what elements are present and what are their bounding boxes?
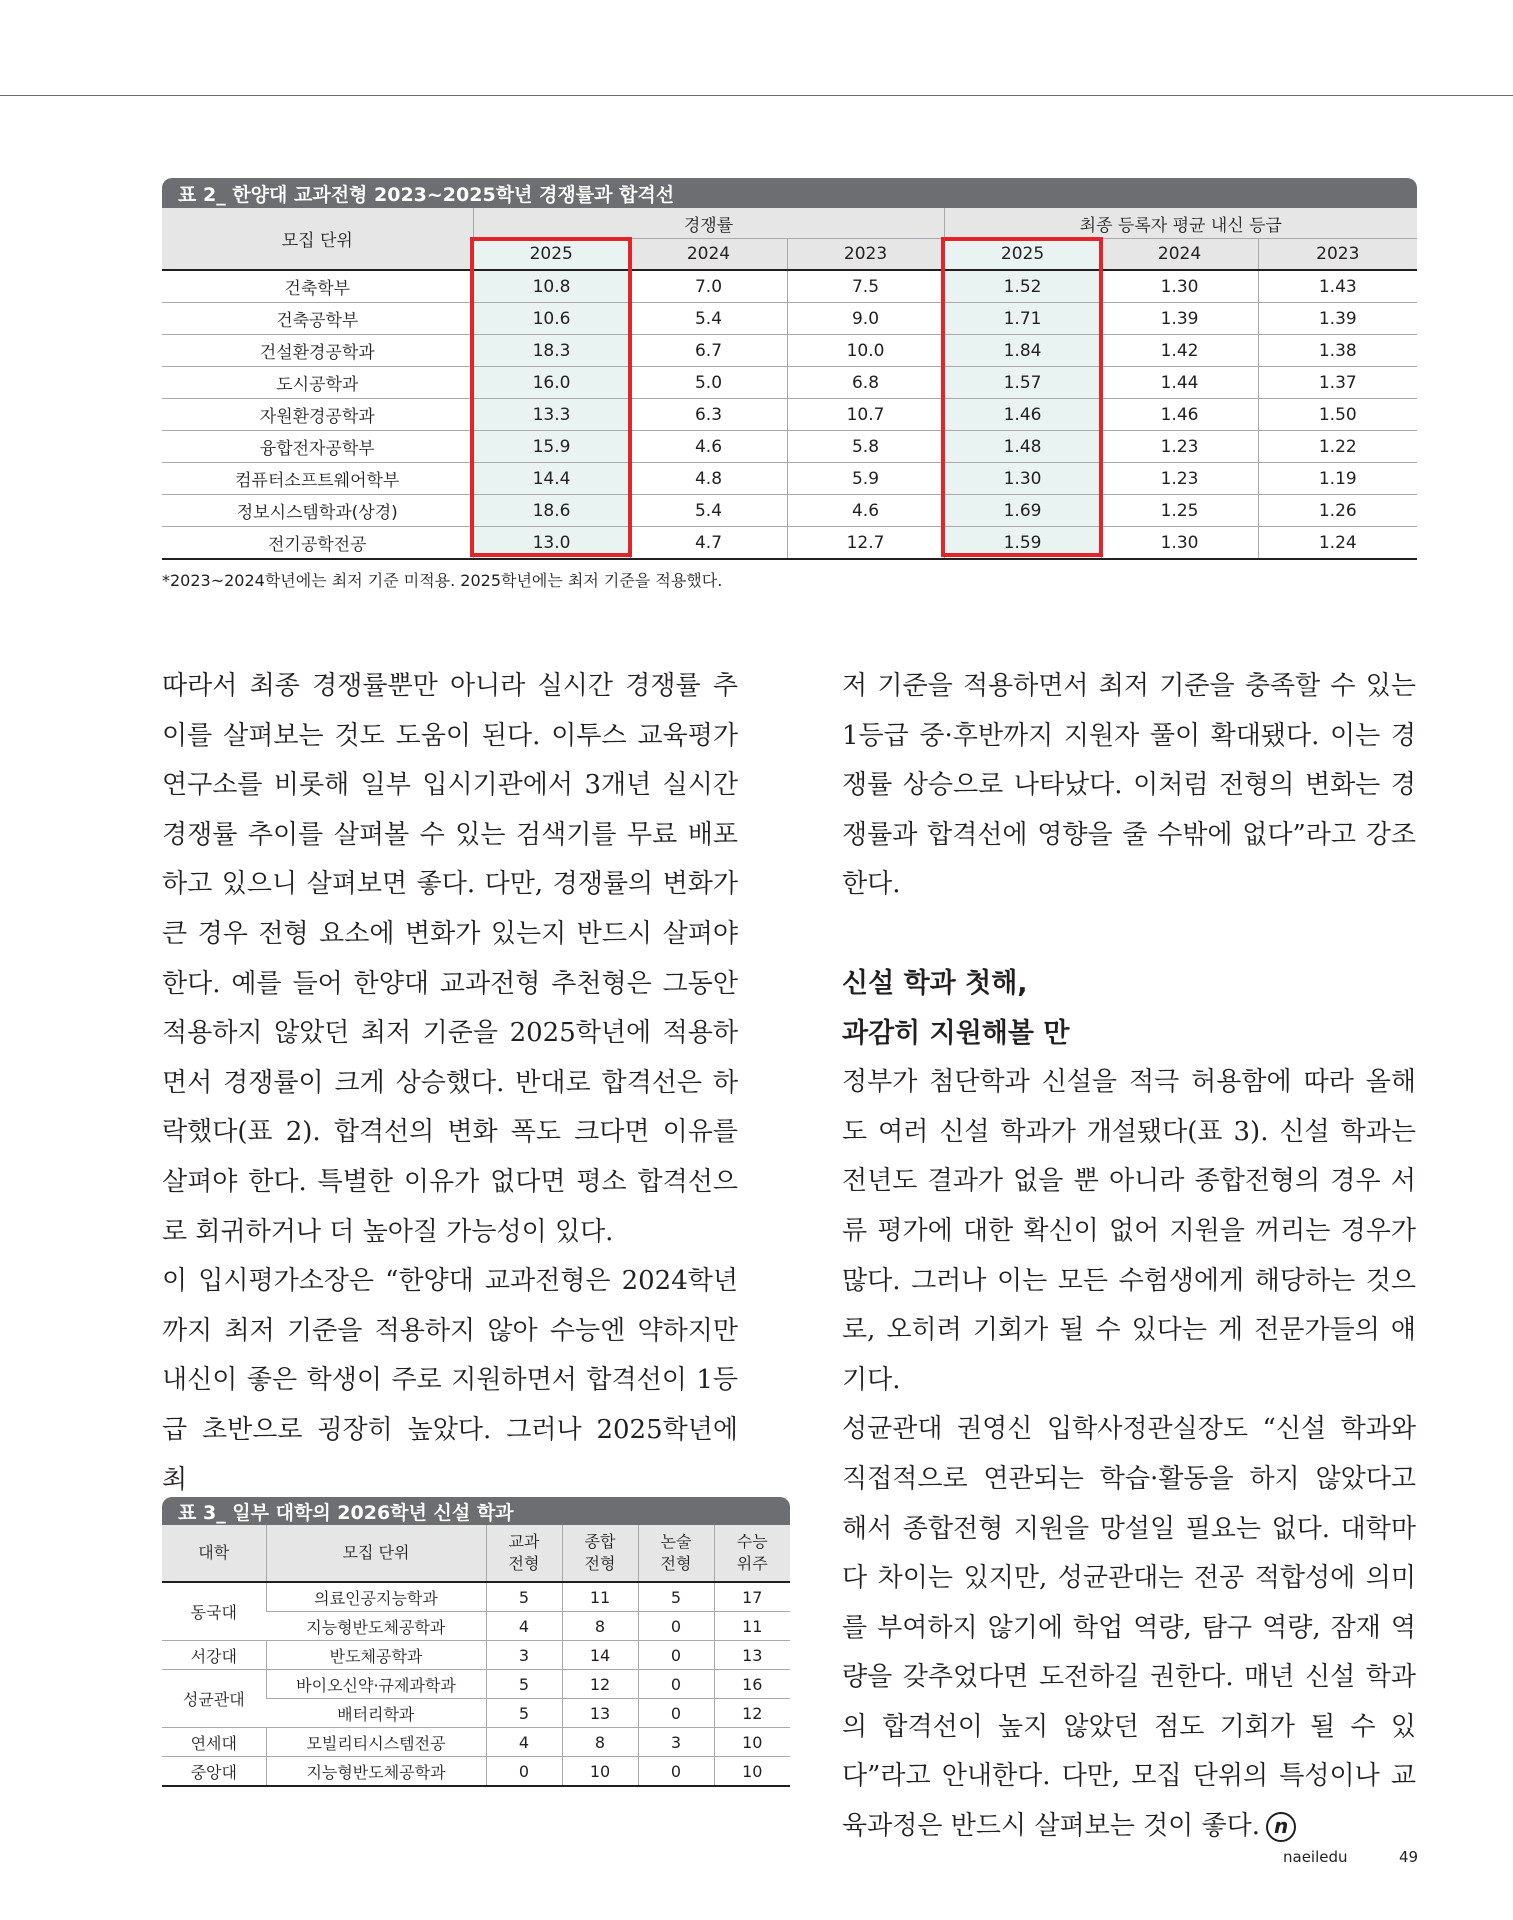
footer-brand: naeiledu <box>1283 1848 1348 1866</box>
table2-year-header: 2023 <box>1258 239 1417 271</box>
table2-value-cell: 13.0 <box>473 527 630 560</box>
top-rule <box>0 95 1513 96</box>
table2-value-cell: 7.0 <box>630 270 787 303</box>
table2-value-cell: 1.23 <box>1101 463 1258 495</box>
paragraph: 이 입시평가소장은 “한양대 교과전형은 2024학년까지 최저 기준을 적용하지 않아 수능엔 약하지만 내신이 좋은 학생이 주로 지원하면서 합격선이 1등급 초반으로 굉장히 높았다. 그러나 2025학년에 최 <box>162 1266 738 1495</box>
table2-unit-cell: 건축학부 <box>162 270 473 303</box>
paragraph-text: 성균관대 권영신 입학사정관실장도 “신설 학과와 직접적으로 연관되는 학습·활동을 하지 않았다고 해서 종합전형 지원을 망설일 필요는 없다. 대학마다 차이는 있지만, 성균관대는 전공 적합성에 의미를 부여하지 않기에 학업 역량, 탐구 역량, 잠재 역량을 갖추었다면 도전하길 권한다. 매년 신설 학과의 합격선이 높지 않았던 점도 기회가 될 수 있다”라고 안내한다. 다만, 모집 단위의 특성이나 교육과정은 반드시 살펴보는 것이 좋다. <box>842 1414 1416 1842</box>
table2-value-cell: 1.22 <box>1258 431 1417 463</box>
table3-value-cell: 17 <box>714 1582 790 1612</box>
table3-value-cell: 11 <box>714 1612 790 1641</box>
table3-value-cell: 0 <box>486 1757 562 1787</box>
table3-value-cell: 10 <box>714 1728 790 1757</box>
table3-univ-header: 대학 <box>162 1525 266 1582</box>
table3-nonsul-header: 논술 전형 <box>638 1525 714 1582</box>
table3-univ-cell: 동국대 <box>162 1582 266 1641</box>
table2-value-cell: 1.23 <box>1101 431 1258 463</box>
table2-unit-cell: 건설환경공학과 <box>162 335 473 367</box>
table2-value-cell: 1.43 <box>1258 270 1417 303</box>
table-row <box>162 1582 790 1612</box>
table3-value-cell: 4 <box>486 1612 562 1641</box>
table2-value-cell: 1.44 <box>1101 367 1258 399</box>
table2-grid <box>162 208 1417 560</box>
table2-value-cell: 5.8 <box>787 431 944 463</box>
table3-value-cell: 0 <box>638 1757 714 1787</box>
table3-univ-cell: 연세대 <box>162 1728 266 1757</box>
table2-year-header: 2024 <box>1101 239 1258 271</box>
table3-value-cell: 14 <box>562 1641 638 1670</box>
table2-value-cell: 1.42 <box>1101 335 1258 367</box>
table3-unit-cell: 지능형반도체공학과 <box>266 1612 486 1641</box>
table2-unit-cell: 정보시스템학과(상경) <box>162 495 473 527</box>
table3-value-cell: 0 <box>638 1699 714 1728</box>
table3-value-cell: 3 <box>486 1641 562 1670</box>
table2-value-cell: 1.39 <box>1101 303 1258 335</box>
table2-value-cell: 5.4 <box>630 303 787 335</box>
table3-unit-cell: 반도체공학과 <box>266 1641 486 1670</box>
table2-value-cell: 10.7 <box>787 399 944 431</box>
table2-value-cell: 4.7 <box>630 527 787 560</box>
table2-value-cell: 6.8 <box>787 367 944 399</box>
table2-value-cell: 1.69 <box>944 495 1101 527</box>
table2-value-cell: 1.30 <box>1101 270 1258 303</box>
table-row <box>162 335 1417 367</box>
table3-value-cell: 5 <box>638 1582 714 1612</box>
table-row <box>162 1641 790 1670</box>
table3-value-cell: 5 <box>486 1699 562 1728</box>
table3-unit-cell: 지능형반도체공학과 <box>266 1757 486 1787</box>
table2-value-cell: 5.4 <box>630 495 787 527</box>
table2-value-cell: 4.6 <box>630 431 787 463</box>
table2-value-cell: 1.48 <box>944 431 1101 463</box>
table3 <box>162 1497 790 1787</box>
table3-unit-cell: 바이오신약·규제과학과 <box>266 1670 486 1699</box>
table2-value-cell: 1.52 <box>944 270 1101 303</box>
page-number: 49 <box>1399 1848 1419 1866</box>
table-row <box>162 495 1417 527</box>
table2-value-cell: 1.26 <box>1258 495 1417 527</box>
table2-value-cell: 1.38 <box>1258 335 1417 367</box>
table2-value-cell: 10.6 <box>473 303 630 335</box>
table2-unit-cell: 도시공학과 <box>162 367 473 399</box>
table2 <box>162 178 1417 560</box>
end-mark-icon: n <box>1266 1812 1296 1842</box>
table3-value-cell: 13 <box>714 1641 790 1670</box>
table2-value-cell: 6.3 <box>630 399 787 431</box>
table2-value-cell: 6.7 <box>630 335 787 367</box>
table-row <box>162 399 1417 431</box>
table3-value-cell: 4 <box>486 1728 562 1757</box>
table2-note: *2023~2024학년에는 최저 기준 미적용. 2025학년에는 최저 기준을 적용했다. <box>162 571 723 590</box>
table2-unit-cell: 건축공학부 <box>162 303 473 335</box>
table2-value-cell: 1.37 <box>1258 367 1417 399</box>
table-row <box>162 463 1417 495</box>
table2-year-header: 2024 <box>630 239 787 271</box>
table2-year-header: 2025 <box>473 239 630 271</box>
right-column <box>842 662 1416 1852</box>
table3-value-cell: 0 <box>638 1612 714 1641</box>
table2-value-cell: 7.5 <box>787 270 944 303</box>
table3-univ-cell: 성균관대 <box>162 1670 266 1728</box>
table2-value-cell: 4.8 <box>630 463 787 495</box>
table2-competition-header: 경쟁률 <box>473 208 944 239</box>
table2-value-cell: 1.30 <box>1101 527 1258 560</box>
table2-unit-cell: 융합전자공학부 <box>162 431 473 463</box>
paragraph: 저 기준을 적용하면서 최저 기준을 충족할 수 있는 1등급 중·후반까지 지원자 풀이 확대됐다. 이는 경쟁률 상승으로 나타났다. 이처럼 전형의 변화는 경쟁률과 합격선에 영향을 줄 수밖에 없다”라고 강조한다. <box>842 671 1416 900</box>
subheading-line1: 신설 학과 첫해, <box>842 967 1028 999</box>
table2-value-cell: 1.24 <box>1258 527 1417 560</box>
table2-value-cell: 13.3 <box>473 399 630 431</box>
table2-value-cell: 1.59 <box>944 527 1101 560</box>
table3-value-cell: 10 <box>562 1757 638 1787</box>
table2-value-cell: 1.50 <box>1258 399 1417 431</box>
table3-value-cell: 8 <box>562 1612 638 1641</box>
table2-value-cell: 1.57 <box>944 367 1101 399</box>
table3-gyogwa-header: 교과 전형 <box>486 1525 562 1582</box>
table2-value-cell: 14.4 <box>473 463 630 495</box>
table2-value-cell: 1.25 <box>1101 495 1258 527</box>
table2-value-cell: 16.0 <box>473 367 630 399</box>
table-row <box>162 367 1417 399</box>
table2-grade-header: 최종 등록자 평균 내신 등급 <box>944 208 1417 239</box>
table2-value-cell: 12.7 <box>787 527 944 560</box>
table2-value-cell: 1.19 <box>1258 463 1417 495</box>
table2-value-cell: 1.71 <box>944 303 1101 335</box>
table2-value-cell: 5.9 <box>787 463 944 495</box>
table2-value-cell: 9.0 <box>787 303 944 335</box>
table3-value-cell: 5 <box>486 1670 562 1699</box>
table3-value-cell: 12 <box>562 1670 638 1699</box>
paragraph <box>842 1405 1416 1851</box>
table3-title: 표 3_ 일부 대학의 2026학년 신설 학과 <box>162 1497 790 1525</box>
table3-value-cell: 10 <box>714 1757 790 1787</box>
table2-value-cell: 4.6 <box>787 495 944 527</box>
table3-univ-cell: 중앙대 <box>162 1757 266 1787</box>
table2-year-header: 2023 <box>787 239 944 271</box>
table2-value-cell: 18.6 <box>473 495 630 527</box>
table-row <box>162 431 1417 463</box>
table2-value-cell: 1.46 <box>1101 399 1258 431</box>
table-row <box>162 527 1417 560</box>
table2-value-cell: 1.30 <box>944 463 1101 495</box>
table3-unit-cell: 모빌리티시스템전공 <box>266 1728 486 1757</box>
table2-unit-cell: 전기공학전공 <box>162 527 473 560</box>
table2-value-cell: 15.9 <box>473 431 630 463</box>
table3-univ-cell: 서강대 <box>162 1641 266 1670</box>
table-row <box>162 1757 790 1787</box>
table-row <box>162 270 1417 303</box>
table2-unit-header: 모집 단위 <box>162 208 473 270</box>
table2-unit-cell: 자원환경공학과 <box>162 399 473 431</box>
table2-value-cell: 10.0 <box>787 335 944 367</box>
table2-title: 표 2_ 한양대 교과전형 2023~2025학년 경쟁률과 합격선 <box>162 178 1417 208</box>
table3-unit-cell: 의료인공지능학과 <box>266 1582 486 1612</box>
table3-value-cell: 11 <box>562 1582 638 1612</box>
table3-value-cell: 0 <box>638 1641 714 1670</box>
left-column <box>162 662 738 1505</box>
table-row <box>162 303 1417 335</box>
paragraph: 따라서 최종 경쟁률뿐만 아니라 실시간 경쟁률 추이를 살펴보는 것도 도움이 된다. 이투스 교육평가연구소를 비롯해 일부 입시기관에서 3개년 실시간 경쟁률 추이를 살펴볼 수 있는 검색기를 무료 배포하고 있으니 살펴보면 좋다. 다만, 경쟁률의 변화가 큰 경우 전형 요소에 변화가 있는지 반드시 살펴야 한다. 예를 들어 한양대 교과전형 추천형은 그동안 적용하지 않았던 최저 기준을 2025학년에 적용하면서 경쟁률이 크게 상승했다. 반대로 합격선은 하락했다(표 2). 합격선의 변화 폭도 크다면 이유를 살펴야 한다. 특별한 이유가 없다면 평소 합격선으로 회귀하거나 더 높아질 가능성이 있다. <box>162 671 738 1247</box>
subheading-line2: 과감히 지원해볼 만 <box>842 1017 1070 1049</box>
table3-value-cell: 8 <box>562 1728 638 1757</box>
table3-suneung-header: 수능 위주 <box>714 1525 790 1582</box>
table3-value-cell: 16 <box>714 1670 790 1699</box>
table2-unit-cell: 컴퓨터소프트웨어학부 <box>162 463 473 495</box>
table3-value-cell: 13 <box>562 1699 638 1728</box>
table-row <box>162 1670 790 1699</box>
table3-value-cell: 12 <box>714 1699 790 1728</box>
table3-grid <box>162 1525 790 1787</box>
table3-unit-header: 모집 단위 <box>266 1525 486 1582</box>
table2-value-cell: 1.46 <box>944 399 1101 431</box>
table2-year-header: 2025 <box>944 239 1101 271</box>
table3-value-cell: 0 <box>638 1670 714 1699</box>
table2-value-cell: 18.3 <box>473 335 630 367</box>
table2-value-cell: 1.84 <box>944 335 1101 367</box>
table3-value-cell: 5 <box>486 1582 562 1612</box>
table2-value-cell: 1.39 <box>1258 303 1417 335</box>
table2-value-cell: 5.0 <box>630 367 787 399</box>
table3-jonghap-header: 종합 전형 <box>562 1525 638 1582</box>
table3-value-cell: 3 <box>638 1728 714 1757</box>
table3-unit-cell: 배터리학과 <box>266 1699 486 1728</box>
table2-value-cell: 10.8 <box>473 270 630 303</box>
paragraph: 정부가 첨단학과 신설을 적극 허용함에 따라 올해도 여러 신설 학과가 개설됐다(표 3). 신설 학과는 전년도 결과가 없을 뿐 아니라 종합전형의 경우 서류 평가에 대한 확신이 없어 지원을 꺼리는 경우가 많다. 그러나 이는 모든 수험생에게 해당하는 것으로, 오히려 기회가 될 수 있다는 게 전문가들의 얘기다. <box>842 1067 1416 1395</box>
table-row <box>162 1728 790 1757</box>
